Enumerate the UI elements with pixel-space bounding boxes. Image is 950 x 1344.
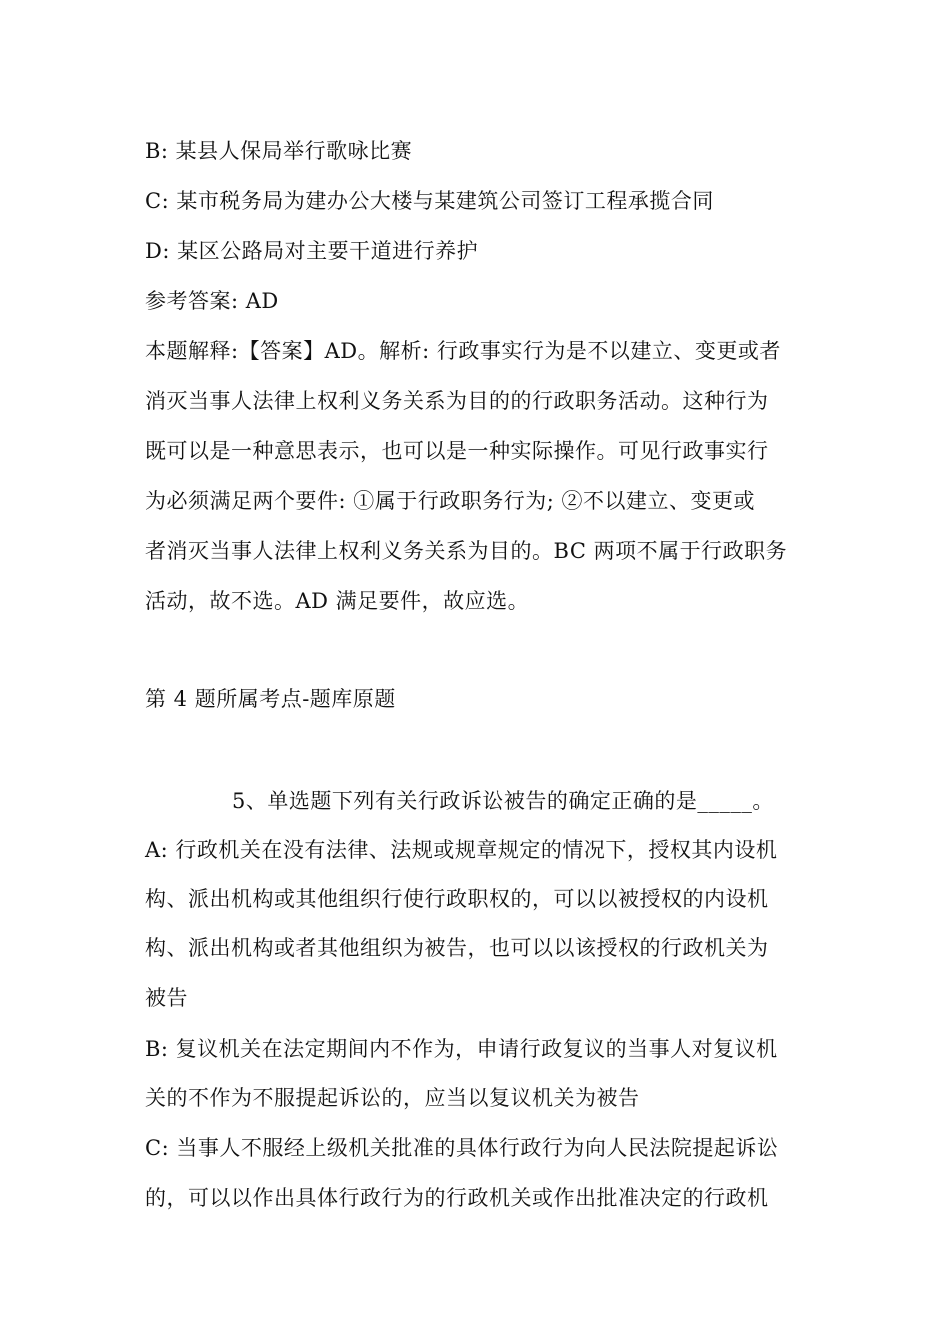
option-b-previous: B: 某县人保局举行歌咏比赛 (145, 139, 413, 163)
explanation-line-4: 为必须满足两个要件: ①属于行政职务行为; ②不以建立、变更或 (145, 489, 755, 513)
option-a-line-3: 构、派出机构或者其他组织为被告，也可以以该授权的行政机关为 (145, 936, 769, 960)
explanation-line-2: 消灭当事人法律上权利义务关系为目的的行政职务活动。这种行为 (145, 389, 769, 413)
option-b-line-1: B: 复议机关在法定期间内不作为，申请行政复议的当事人对复议机 (145, 1037, 778, 1061)
explanation-line-6: 活动，故不选。AD 满足要件，故应选。 (145, 589, 530, 613)
option-c-previous: C: 某市税务局为建办公大楼与某建筑公司签订工程承揽合同 (145, 189, 714, 213)
option-a-line-1: A: 行政机关在没有法律、法规或规章规定的情况下，授权其内设机 (145, 838, 778, 862)
explanation-line-1: 本题解释:【答案】AD。解析: 行政事实行为是不以建立、变更或者 (145, 339, 781, 363)
explanation-line-3: 既可以是一种意思表示，也可以是一种实际操作。可见行政事实行 (145, 439, 769, 463)
knowledge-point: 第 4 题所属考点-题库原题 (145, 687, 396, 711)
explanation-line-5: 者消灭当事人法律上权利义务关系为目的。BC 两项不属于行政职务 (145, 539, 788, 563)
option-d-previous: D: 某区公路局对主要干道进行养护 (145, 239, 479, 263)
option-c-line-2: 的，可以以作出具体行政行为的行政机关或作出批准决定的行政机 (145, 1186, 769, 1210)
option-a-line-2: 构、派出机构或其他组织行使行政职权的，可以以被授权的内设机 (145, 887, 769, 911)
option-b-line-2: 关的不作为不服提起诉讼的，应当以复议机关为被告 (145, 1086, 640, 1110)
question-5-title: 5、单选题下列有关行政诉讼被告的确定正确的是_____。 (232, 789, 774, 813)
option-a-line-4: 被告 (145, 986, 188, 1010)
option-c-line-1: C: 当事人不服经上级机关批准的具体行政行为向人民法院提起诉讼 (145, 1136, 779, 1160)
reference-answer: 参考答案: AD (145, 289, 279, 313)
